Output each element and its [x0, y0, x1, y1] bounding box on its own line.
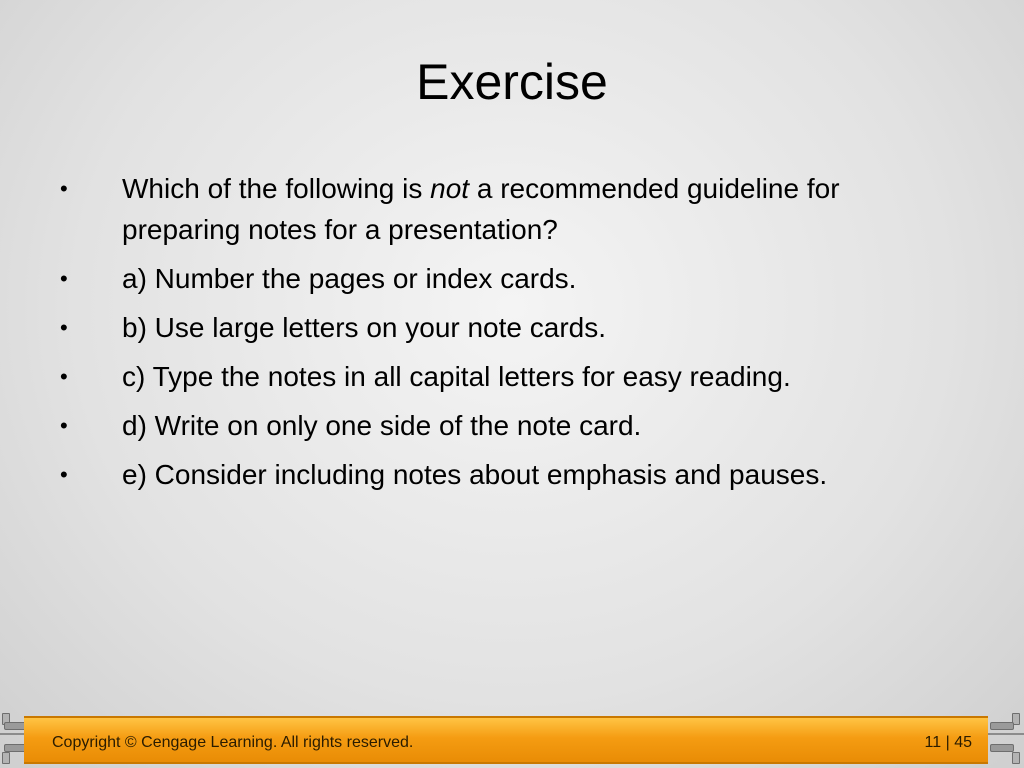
question-text-end: a recommended guideline for preparing notes for a presentation?	[122, 173, 840, 245]
footer-bar	[24, 716, 988, 764]
bullet-question	[60, 168, 960, 250]
option-a-text: a) Number the pages or index cards.	[122, 263, 577, 294]
bullet-option-b	[60, 307, 960, 348]
bullet-option-c	[60, 356, 960, 397]
right-pin-upper-icon	[990, 722, 1014, 730]
bullet-option-e	[60, 454, 960, 495]
bullet-list	[60, 168, 960, 503]
slide-title: Exercise	[416, 54, 608, 110]
question-emphasis: not	[430, 173, 470, 204]
bullet-option-a	[60, 258, 960, 299]
left-pin-bottom-icon	[2, 752, 10, 764]
bullet-option-d	[60, 405, 960, 446]
bullet-icon: •	[60, 176, 68, 201]
right-rail-line	[988, 733, 1024, 735]
bullet-icon: •	[60, 266, 68, 291]
bullet-icon: •	[60, 315, 68, 340]
bullet-icon: •	[60, 462, 68, 487]
option-b-text: b) Use large letters on your note cards.	[122, 312, 607, 343]
bullet-icon: •	[60, 413, 68, 438]
copyright-text: Copyright © Cengage Learning. All rights reserved.	[52, 734, 414, 751]
page-number: 11 | 45	[924, 734, 972, 751]
question-text-start: Which of the following is	[122, 173, 431, 204]
option-d-text: d) Write on only one side of the note card.	[122, 410, 642, 441]
left-rail-line	[0, 733, 26, 735]
right-pin-lower-icon	[990, 744, 1014, 752]
bullet-icon: •	[60, 364, 68, 389]
option-c-text: c) Type the notes in all capital letters for easy reading.	[122, 361, 791, 392]
right-pin-bottom-icon	[1012, 752, 1020, 764]
option-e-text: e) Consider including notes about emphasis and pauses.	[122, 459, 828, 490]
